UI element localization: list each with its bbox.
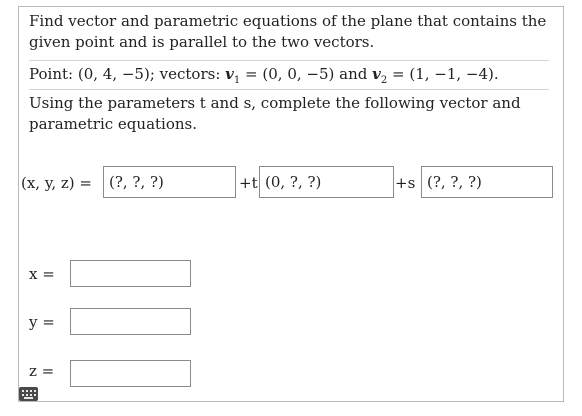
- v2-sub: 2: [380, 75, 388, 86]
- point-vectors-line: [29, 64, 549, 91]
- divider: [29, 60, 549, 61]
- instr-line-1: Using the parameters t and s, complete the following vector and: [29, 94, 521, 112]
- intro-line-1: Find vector and parametric equations of the plane that contains the: [29, 12, 547, 30]
- point-label: Point:: [29, 65, 74, 83]
- instr-line-2: parametric equations.: [29, 115, 197, 133]
- intro-line-2: given point and is parallel to the two vectors.: [29, 33, 375, 51]
- plus-t-label: +t: [239, 174, 258, 192]
- vector-eq-lhs: (x, y, z) =: [21, 174, 92, 192]
- instructions: [29, 93, 549, 135]
- y-equation-input[interactable]: [70, 308, 191, 335]
- vectors-label: vectors:: [159, 65, 221, 83]
- question-intro: [29, 11, 549, 53]
- z-label: z =: [29, 362, 55, 380]
- vector-direction-s-input[interactable]: (?, ?, ?): [421, 166, 553, 198]
- question-panel: [18, 6, 564, 402]
- v1-name: v: [225, 65, 234, 83]
- plus-s-label: +s: [395, 174, 416, 192]
- y-label: y =: [29, 313, 55, 331]
- v1-sub: 1: [233, 75, 241, 86]
- x-label: x =: [29, 265, 55, 283]
- vector-direction-t-input[interactable]: (0, ?, ?): [259, 166, 394, 198]
- divider: [29, 89, 549, 90]
- keyboard-icon[interactable]: [19, 387, 38, 401]
- x-equation-input[interactable]: [70, 260, 191, 287]
- v2-name: v: [372, 65, 381, 83]
- vector-point-input[interactable]: (?, ?, ?): [103, 166, 236, 198]
- v1-value: = (0, 0, −5): [245, 65, 335, 83]
- z-equation-input[interactable]: [70, 360, 191, 387]
- and-word: and: [339, 65, 368, 83]
- point-value: (0, 4, −5);: [77, 65, 155, 83]
- v2-value: = (1, −1, −4).: [392, 65, 499, 83]
